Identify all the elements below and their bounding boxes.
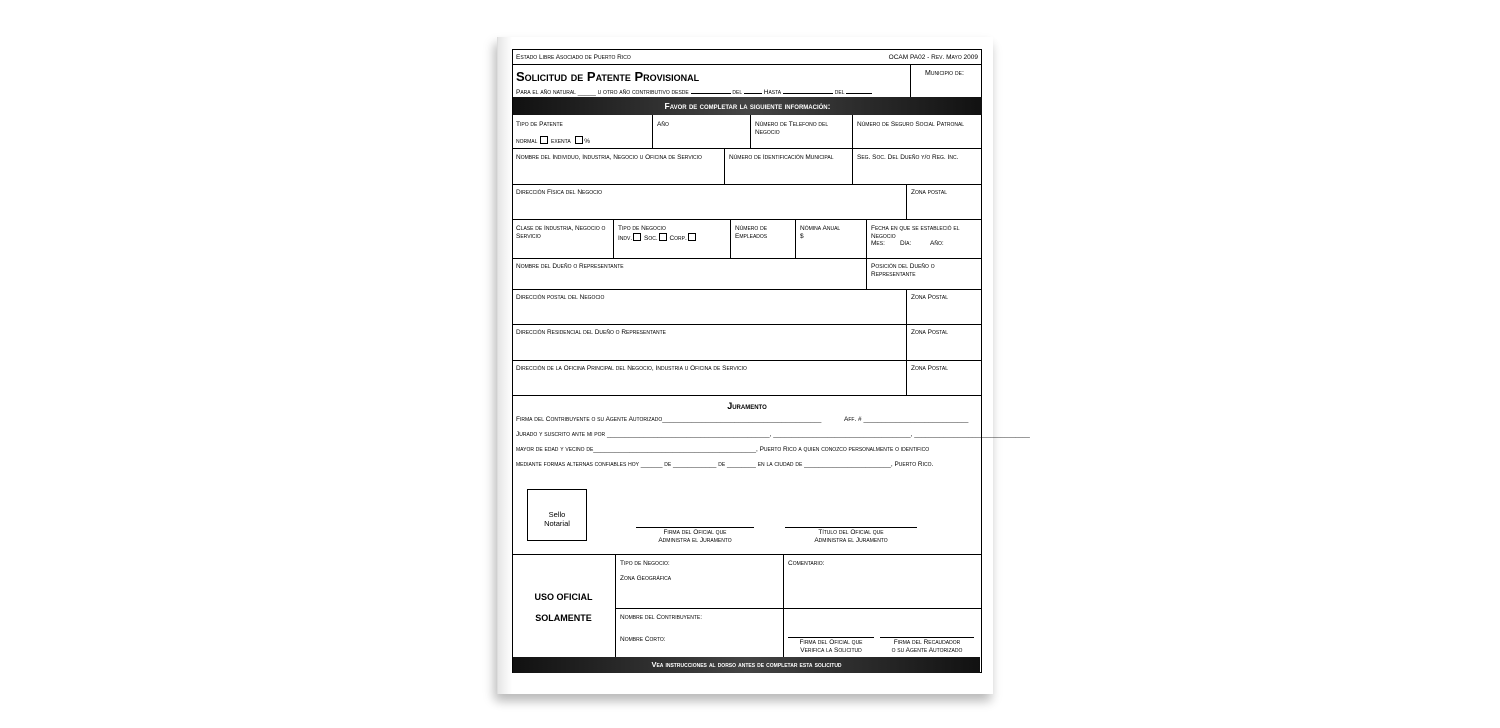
tipo-patente-options: normal exenta % xyxy=(516,138,591,145)
info-banner: Favor de completar la siguiente información: xyxy=(513,97,982,115)
juramento-line-3: mayor de edad y vecino de_____________________________________________, Puerto Rico a quien conozco personalmente o identifico xyxy=(516,446,930,453)
juramento-line-1: Firma del Contribuyente o su Agente Autorizado____________________________________________ xyxy=(516,416,822,423)
direccion-postal-label: Dirección postal del Negocio xyxy=(516,294,605,301)
tipo-negocio-label: Tipo de Negocio xyxy=(618,225,666,232)
sig-oficial-label: Firma del Oficial que Administra el Juramento xyxy=(658,529,732,544)
exenta-checkbox[interactable] xyxy=(575,136,583,144)
tipo-negocio-options: Indv. Soc. Corp. xyxy=(618,233,697,243)
zona-postal-1-label: Zona postal xyxy=(911,189,947,196)
juramento-title: Juramento xyxy=(727,401,767,411)
num-empleados-label: Número de Empleados xyxy=(735,225,768,240)
zona-postal-4-label: Zona Postal xyxy=(911,365,948,372)
zona-postal-3-label: Zona Postal xyxy=(911,329,948,336)
form-code: OCAM PA02 - Rev. Mayo 2009 xyxy=(888,54,978,61)
direccion-residencial-label: Dirección Residencial del Dueño o Representante xyxy=(516,329,666,336)
mes-label: Mes: xyxy=(871,240,885,247)
clase-industria-label: Clase de Industria, Negocio o Servicio xyxy=(516,225,606,240)
normal-checkbox[interactable] xyxy=(540,136,548,144)
firma-recaudador-label: Firma del Recaudador o su Agente Autorizado xyxy=(891,639,963,654)
direccion-fisica-label: Dirección Física del Negocio xyxy=(516,189,603,196)
nomina-label: Nómina Anual xyxy=(800,225,841,232)
page-title: Solicitud de Patente Provisional xyxy=(516,69,700,84)
tipo-patente-label: Tipo de Patente xyxy=(516,121,563,128)
juramento-line-4: mediante formas alternas confiables hoy ______ de ____________ de ________ en la ciudad de ________________________, Puerto Rico. xyxy=(516,461,934,468)
telefono-label: Número de Telefono del Negocio xyxy=(755,121,829,136)
dollar-sign: $ xyxy=(800,233,804,240)
nombre-individuo-label: Nombre del Individuo, Industria, Negocio u Oficina de Servicio xyxy=(516,154,702,161)
anio2-label: Año: xyxy=(930,240,944,247)
indv-checkbox[interactable] xyxy=(633,233,641,241)
zona-geografica-label: Zona Geográfica xyxy=(620,575,672,582)
solamente-text: SOLAMENTE xyxy=(535,613,592,623)
subtitle-line: Para el año natural _____ u otro año contributivo desde del Hasta del xyxy=(516,87,872,97)
seg-soc-dueno-label: Seg. Soc. Del Dueño y/o Reg. Inc. xyxy=(857,154,959,161)
corp-checkbox[interactable] xyxy=(688,233,696,241)
of-tipo-negocio-label: Tipo de Negocio: xyxy=(620,560,670,567)
seal-text-2: Notarial xyxy=(544,519,570,528)
uso-oficial-text: USO OFICIAL xyxy=(534,592,593,602)
direccion-oficina-label: Dirección de la Oficina Principal del Negocio, Industria u Oficina de Servicio xyxy=(516,365,747,372)
agency-name: Estado Libre Asociado de Puerto Rico xyxy=(516,54,631,61)
aff-number: Aff. # _____________________________ xyxy=(844,416,969,423)
nombre-dueno-label: Nombre del Dueño o Representante xyxy=(516,263,624,270)
seguro-social-label: Número de Seguro Social Patronal xyxy=(857,121,965,128)
fecha-establecio-label: Fecha en que se estableció el Negocio xyxy=(871,225,960,240)
municipio-label: Municipio de: xyxy=(925,70,964,77)
dia-label: Día: xyxy=(900,240,912,247)
posicion-dueno-label: Posición del Dueño o Representante xyxy=(871,263,935,278)
notary-seal-box xyxy=(527,489,587,541)
id-municipal-label: Número de Identificación Municipal xyxy=(729,154,834,161)
seal-text-1: Sello xyxy=(548,510,566,519)
nombre-contribuyente-label: Nombre del Contribuyente: xyxy=(620,614,703,621)
juramento-line-2: Jurado y suscrito ante mi por _____________________________________________, ______________________________________, ________________________________ xyxy=(516,431,1030,438)
zona-postal-2-label: Zona Postal xyxy=(911,294,948,301)
comentario-label: Comentario: xyxy=(788,560,825,567)
anio-label: Año xyxy=(657,121,669,128)
soc-checkbox[interactable] xyxy=(659,233,667,241)
footer-banner: Vea instrucciones al dorso antes de completar esta solicitud xyxy=(513,657,980,673)
firma-verifica-label: Firma del Oficial que Verifica la Solicitud xyxy=(799,639,863,654)
nombre-corto-label: Nombre Corto: xyxy=(620,636,666,643)
titulo-oficial-label: Título del Oficial que Administra el Juramento xyxy=(814,529,888,544)
